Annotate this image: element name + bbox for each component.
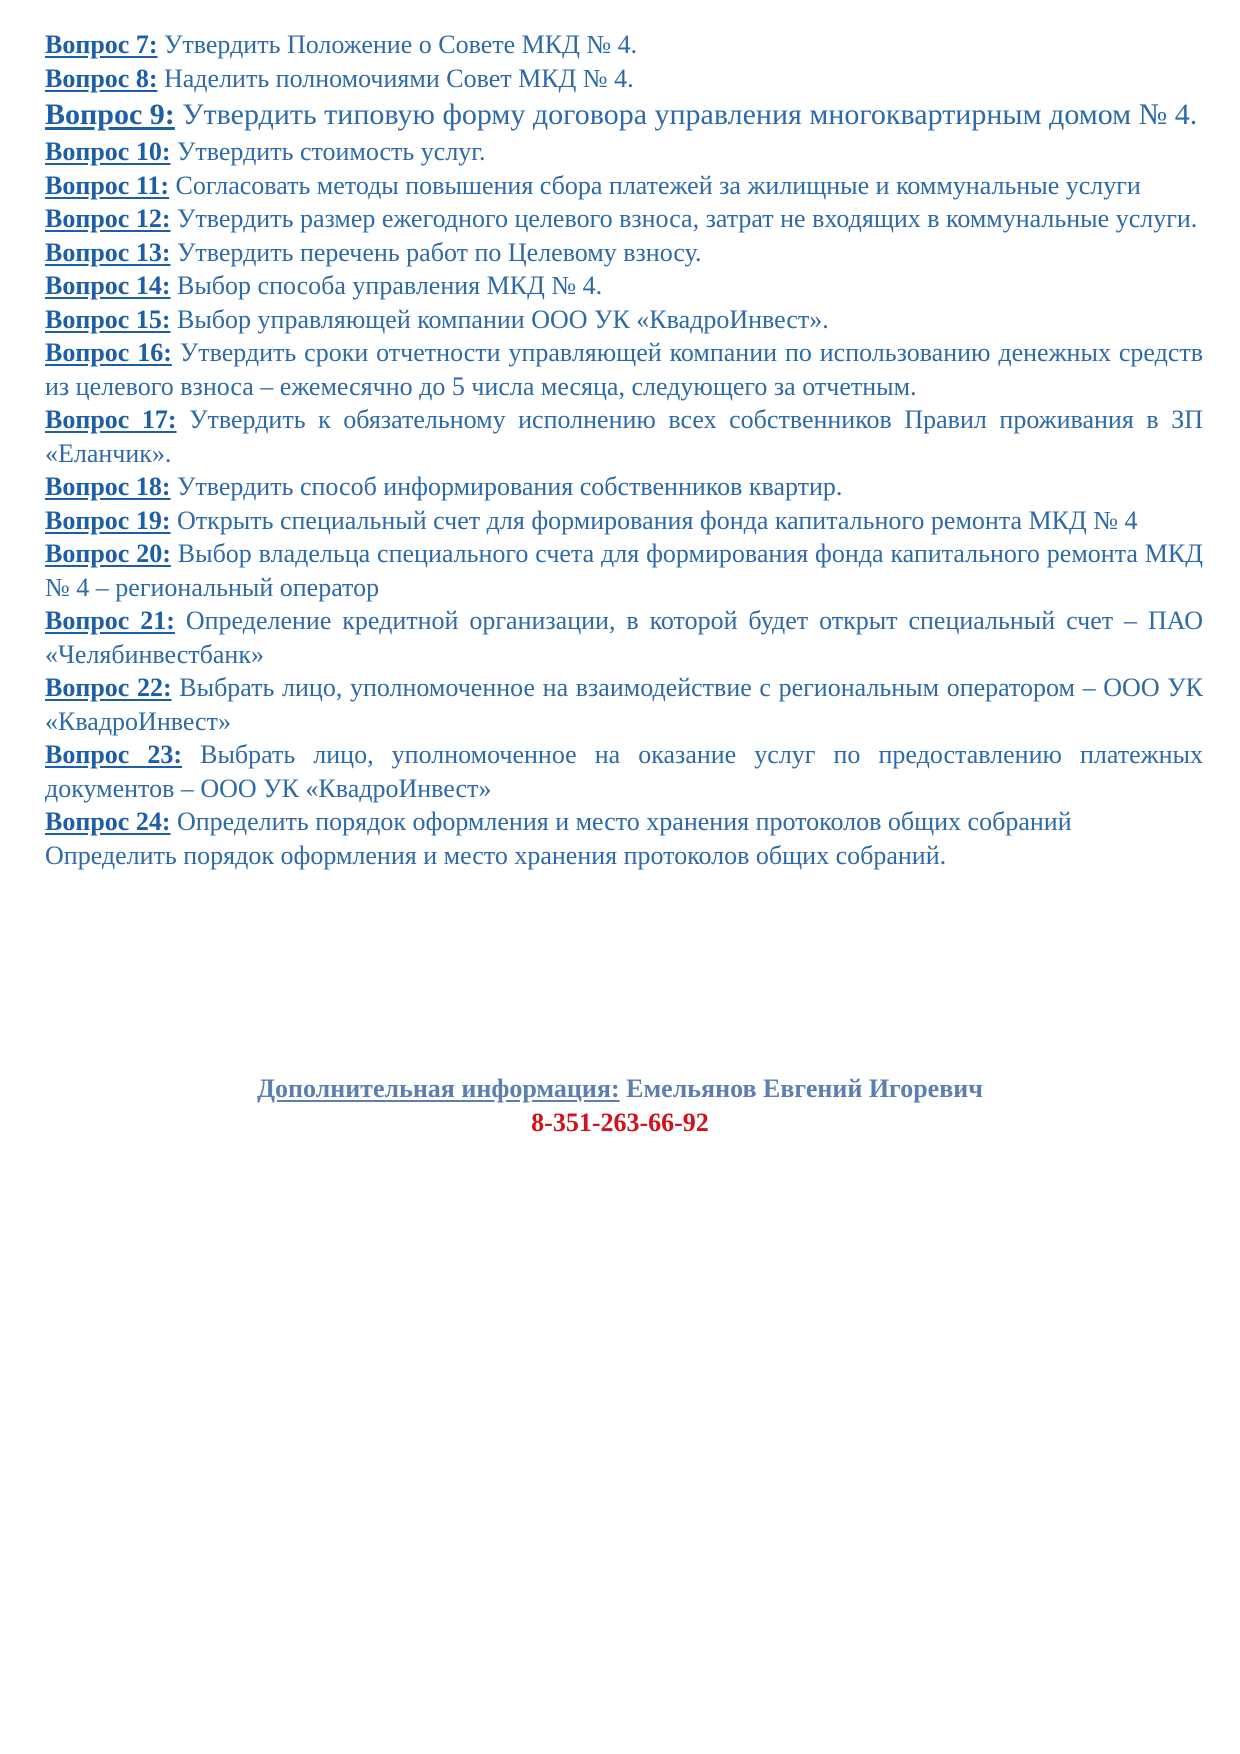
question-item [45,537,1203,604]
question-text: Утвердить сроки отчетности управляющей компании по использованию денежных средств из целевого взноса – ежемесячно до 5 числа месяца, следующего за отчетным. [45,338,1203,401]
question-text: Утвердить Положение о Совете МКД № 4. [157,30,638,59]
question-label: Вопрос 8: [45,63,158,93]
question-label: Вопрос 17: [45,405,177,434]
question-text: Утвердить стоимость услуг. [170,137,486,166]
question-label: Вопрос 16: [45,338,172,367]
question-label: Вопрос 11: [45,170,170,200]
question-item [45,202,1203,236]
question-text: Выбрать лицо, уполномоченное на оказание услуг по предоставлению платежных документов – ООО УК «КвадроИнвест» [45,740,1203,803]
question-label: Вопрос 7: [45,30,158,59]
question-text: Утвердить к обязательному исполнению всех собственников Правил проживания в ЗП «Еланчик». [45,405,1203,468]
question-label: Вопрос 24: [45,807,171,836]
question-item [45,236,1203,270]
question-text: Определить порядок оформления и место хранения протоколов общих собраний [170,807,1072,836]
question-text: Согласовать методы повышения сбора платежей за жилищные и коммунальные услуги [169,170,1141,200]
questions-list [45,28,1203,872]
question-item [45,805,1203,839]
question-item [45,671,1203,738]
footer-contact [0,1072,1240,1106]
question-label: Вопрос 13: [45,237,171,267]
question-text: Утвердить размер ежегодного целевого взноса, затрат не входящих в коммунальные услуги. [170,204,1198,233]
question-text: Выбрать лицо, уполномоченное на взаимодействие с региональным оператором – ООО УК «КвадроИнвест» [45,673,1203,736]
question-item [45,169,1203,203]
question-text: Выбор управляющей компании ООО УК «КвадроИнвест». [170,304,829,334]
question-label: Вопрос 10: [45,137,171,166]
question-item [45,504,1203,538]
question-label: Вопрос 20: [45,539,171,568]
question-label: Вопрос 22: [45,673,172,702]
question-item [45,470,1203,504]
question-label: Вопрос 15: [45,304,171,334]
question-label: Вопрос 19: [45,505,171,535]
question-item [45,738,1203,805]
question-label: Вопрос 18: [45,472,171,501]
footer-info-label: Дополнительная информация: [257,1074,620,1103]
extra-line: Определить порядок оформления и место хранения протоколов общих собраний. [45,840,947,870]
question-text: Выбор владельца специального счета для формирования фонда капитального ремонта МКД № 4 – региональный оператор [45,539,1204,602]
question-text: Утвердить способ информирования собственников квартир. [170,472,843,501]
question-label: Вопрос 14: [45,271,171,300]
footer-contact-name: Емельянов Евгений Игоревич [619,1074,983,1103]
question-item [45,28,1203,62]
question-label: Вопрос 23: [45,740,183,769]
footer-phone: 8-351-263-66-92 [531,1108,709,1137]
document-page [45,28,1203,872]
question-text: Утвердить перечень работ по Целевому взносу. [170,237,702,267]
question-item [45,135,1203,169]
question-label: Вопрос 9: [45,98,175,131]
question-item [45,336,1203,403]
question-item [45,269,1203,303]
question-item [45,303,1203,337]
question-text: Открыть специальный счет для формирования фонда капитального ремонта МКД № 4 [170,505,1138,535]
question-text: Определение кредитной организации, в которой будет открыт специальный счет – ПАО «Челябинвестбанк» [45,606,1203,669]
question-item [45,97,1203,133]
question-text: Утвердить типовую форму договора управления многоквартирным домом № 4. [174,98,1198,131]
question-item [45,403,1203,470]
question-label: Вопрос 12: [45,204,171,233]
question-text: Наделить полномочиями Совет МКД № 4. [157,63,634,93]
question-item [45,62,1203,96]
question-item [45,604,1203,671]
question-text: Выбор способа управления МКД № 4. [170,271,603,300]
question-label: Вопрос 21: [45,606,175,635]
